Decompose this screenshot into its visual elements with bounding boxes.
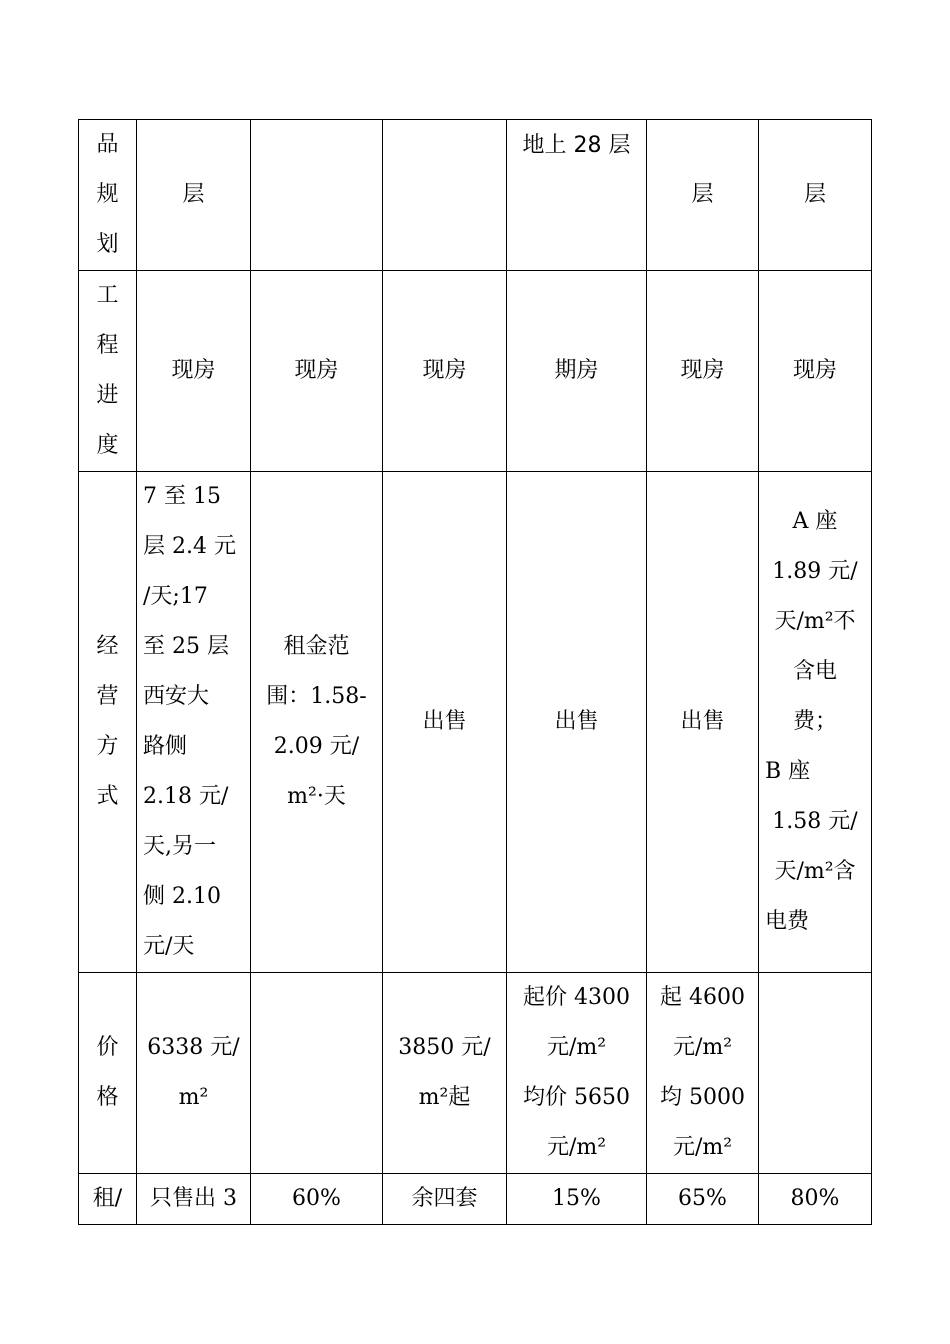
cell-operation-6 <box>759 472 872 973</box>
label-char: 划 <box>96 232 119 257</box>
cell-planning-4 <box>507 120 647 271</box>
cell-text: m²起 <box>418 1085 471 1110</box>
cell-text: 元/天 <box>143 934 195 959</box>
cell-text: B 座 <box>765 759 811 784</box>
cell-text: 出售 <box>554 709 599 734</box>
cell-text: 租金范 <box>283 634 350 659</box>
cell-text: 西安大 <box>143 684 210 709</box>
label-char: 价 <box>96 1035 119 1060</box>
cell-rent-2 <box>251 1174 383 1225</box>
label-char: 度 <box>96 433 119 458</box>
cell-text: 围：1.58- <box>266 684 367 709</box>
cell-text: 起 4600 <box>660 985 745 1010</box>
cell-progress-5 <box>647 271 759 472</box>
cell-rent-5 <box>647 1174 759 1225</box>
cell-progress-2 <box>251 271 383 472</box>
label-char: 品 <box>96 132 119 157</box>
cell-text: 路侧 <box>143 734 188 759</box>
cell-text: 15% <box>552 1186 601 1211</box>
row-label-operation <box>79 472 137 973</box>
cell-text: m² <box>178 1085 209 1110</box>
cell-rent-1 <box>137 1174 251 1225</box>
row-label-rent <box>79 1174 137 1225</box>
row-progress <box>79 271 872 472</box>
cell-text: 1.89 元/ <box>772 559 858 584</box>
label-char: 进 <box>96 383 119 408</box>
row-rent <box>79 1174 872 1225</box>
cell-text: 元/m² <box>546 1035 607 1060</box>
cell-text: 起价 4300 <box>523 985 630 1010</box>
cell-price-5 <box>647 973 759 1174</box>
cell-text: 地上 28 层 <box>522 133 631 158</box>
cell-price-3 <box>383 973 507 1174</box>
cell-price-4 <box>507 973 647 1174</box>
cell-rent-4 <box>507 1174 647 1225</box>
cell-text: 元/m² <box>672 1135 733 1160</box>
cell-planning-2 <box>251 120 383 271</box>
cell-price-2 <box>251 973 383 1174</box>
cell-text: 2.09 元/ <box>273 734 360 759</box>
label-char: 式 <box>96 784 119 809</box>
label-char: 工 <box>96 283 119 308</box>
label-char: 格 <box>96 1085 119 1110</box>
cell-text: 现房 <box>422 358 467 383</box>
cell-text: 元/m² <box>546 1135 607 1160</box>
cell-text: 含电 <box>792 659 837 684</box>
cell-text: 费； <box>792 709 837 734</box>
cell-text: 出售 <box>422 709 467 734</box>
cell-text: 层 <box>803 182 826 207</box>
cell-text: 天,另一 <box>143 834 216 859</box>
row-label-progress <box>79 271 137 472</box>
cell-text: 天/m²含 <box>774 859 856 884</box>
cell-progress-4 <box>507 271 647 472</box>
cell-text: 层 <box>182 182 205 207</box>
row-label-planning <box>79 120 137 271</box>
cell-text: 60% <box>292 1186 341 1211</box>
cell-operation-2 <box>251 472 383 973</box>
cell-text: 6338 元/ <box>147 1035 240 1060</box>
cell-rent-6 <box>759 1174 872 1225</box>
cell-planning-6 <box>759 120 872 271</box>
cell-text: 现房 <box>680 358 725 383</box>
cell-text: 层 2.4 元 <box>143 534 236 559</box>
cell-text: 现房 <box>294 358 339 383</box>
cell-operation-3 <box>383 472 507 973</box>
cell-text: 期房 <box>554 358 599 383</box>
label-char: 程 <box>96 333 119 358</box>
cell-planning-3 <box>383 120 507 271</box>
cell-text: 65% <box>678 1186 727 1211</box>
cell-text: 现房 <box>792 358 837 383</box>
cell-text: 侧 2.10 <box>143 884 221 909</box>
cell-text: 1.58 元/ <box>772 809 858 834</box>
cell-text: /天;17 <box>143 584 208 609</box>
cell-operation-1 <box>137 472 251 973</box>
cell-text: A 座 <box>792 509 838 534</box>
cell-price-6 <box>759 973 872 1174</box>
cell-rent-3 <box>383 1174 507 1225</box>
cell-progress-6 <box>759 271 872 472</box>
cell-price-1 <box>137 973 251 1174</box>
cell-text: 7 至 15 <box>143 484 221 509</box>
cell-text: 2.18 元/ <box>143 784 229 809</box>
cell-text: 只售出 3 <box>150 1186 237 1211</box>
cell-text: 余四套 <box>411 1186 478 1211</box>
cell-planning-5 <box>647 120 759 271</box>
cell-planning-1 <box>137 120 251 271</box>
cell-text: 均 5000 <box>660 1085 745 1110</box>
cell-progress-1 <box>137 271 251 472</box>
property-comparison-table <box>78 119 872 1225</box>
cell-text: 80% <box>790 1186 840 1211</box>
label-char: 营 <box>96 684 119 709</box>
cell-text: 天/m²不 <box>774 609 856 634</box>
label-char: 规 <box>96 182 119 207</box>
cell-operation-5 <box>647 472 759 973</box>
cell-text: 元/m² <box>672 1035 733 1060</box>
cell-text: 出售 <box>680 709 725 734</box>
cell-text: 现房 <box>171 358 216 383</box>
cell-text: 至 25 层 <box>143 634 229 659</box>
label-char: 经 <box>96 634 119 659</box>
row-price <box>79 973 872 1174</box>
cell-text: 层 <box>691 182 714 207</box>
cell-text: 3850 元/ <box>398 1035 491 1060</box>
label-char: 租/ <box>92 1186 123 1211</box>
row-label-price <box>79 973 137 1174</box>
row-planning <box>79 120 872 271</box>
cell-text: 均价 5650 <box>523 1085 630 1110</box>
cell-text: 电费 <box>765 909 810 934</box>
row-operation <box>79 472 872 973</box>
label-char: 方 <box>96 734 119 759</box>
cell-operation-4 <box>507 472 647 973</box>
cell-progress-3 <box>383 271 507 472</box>
cell-text: m²·天 <box>287 784 346 809</box>
